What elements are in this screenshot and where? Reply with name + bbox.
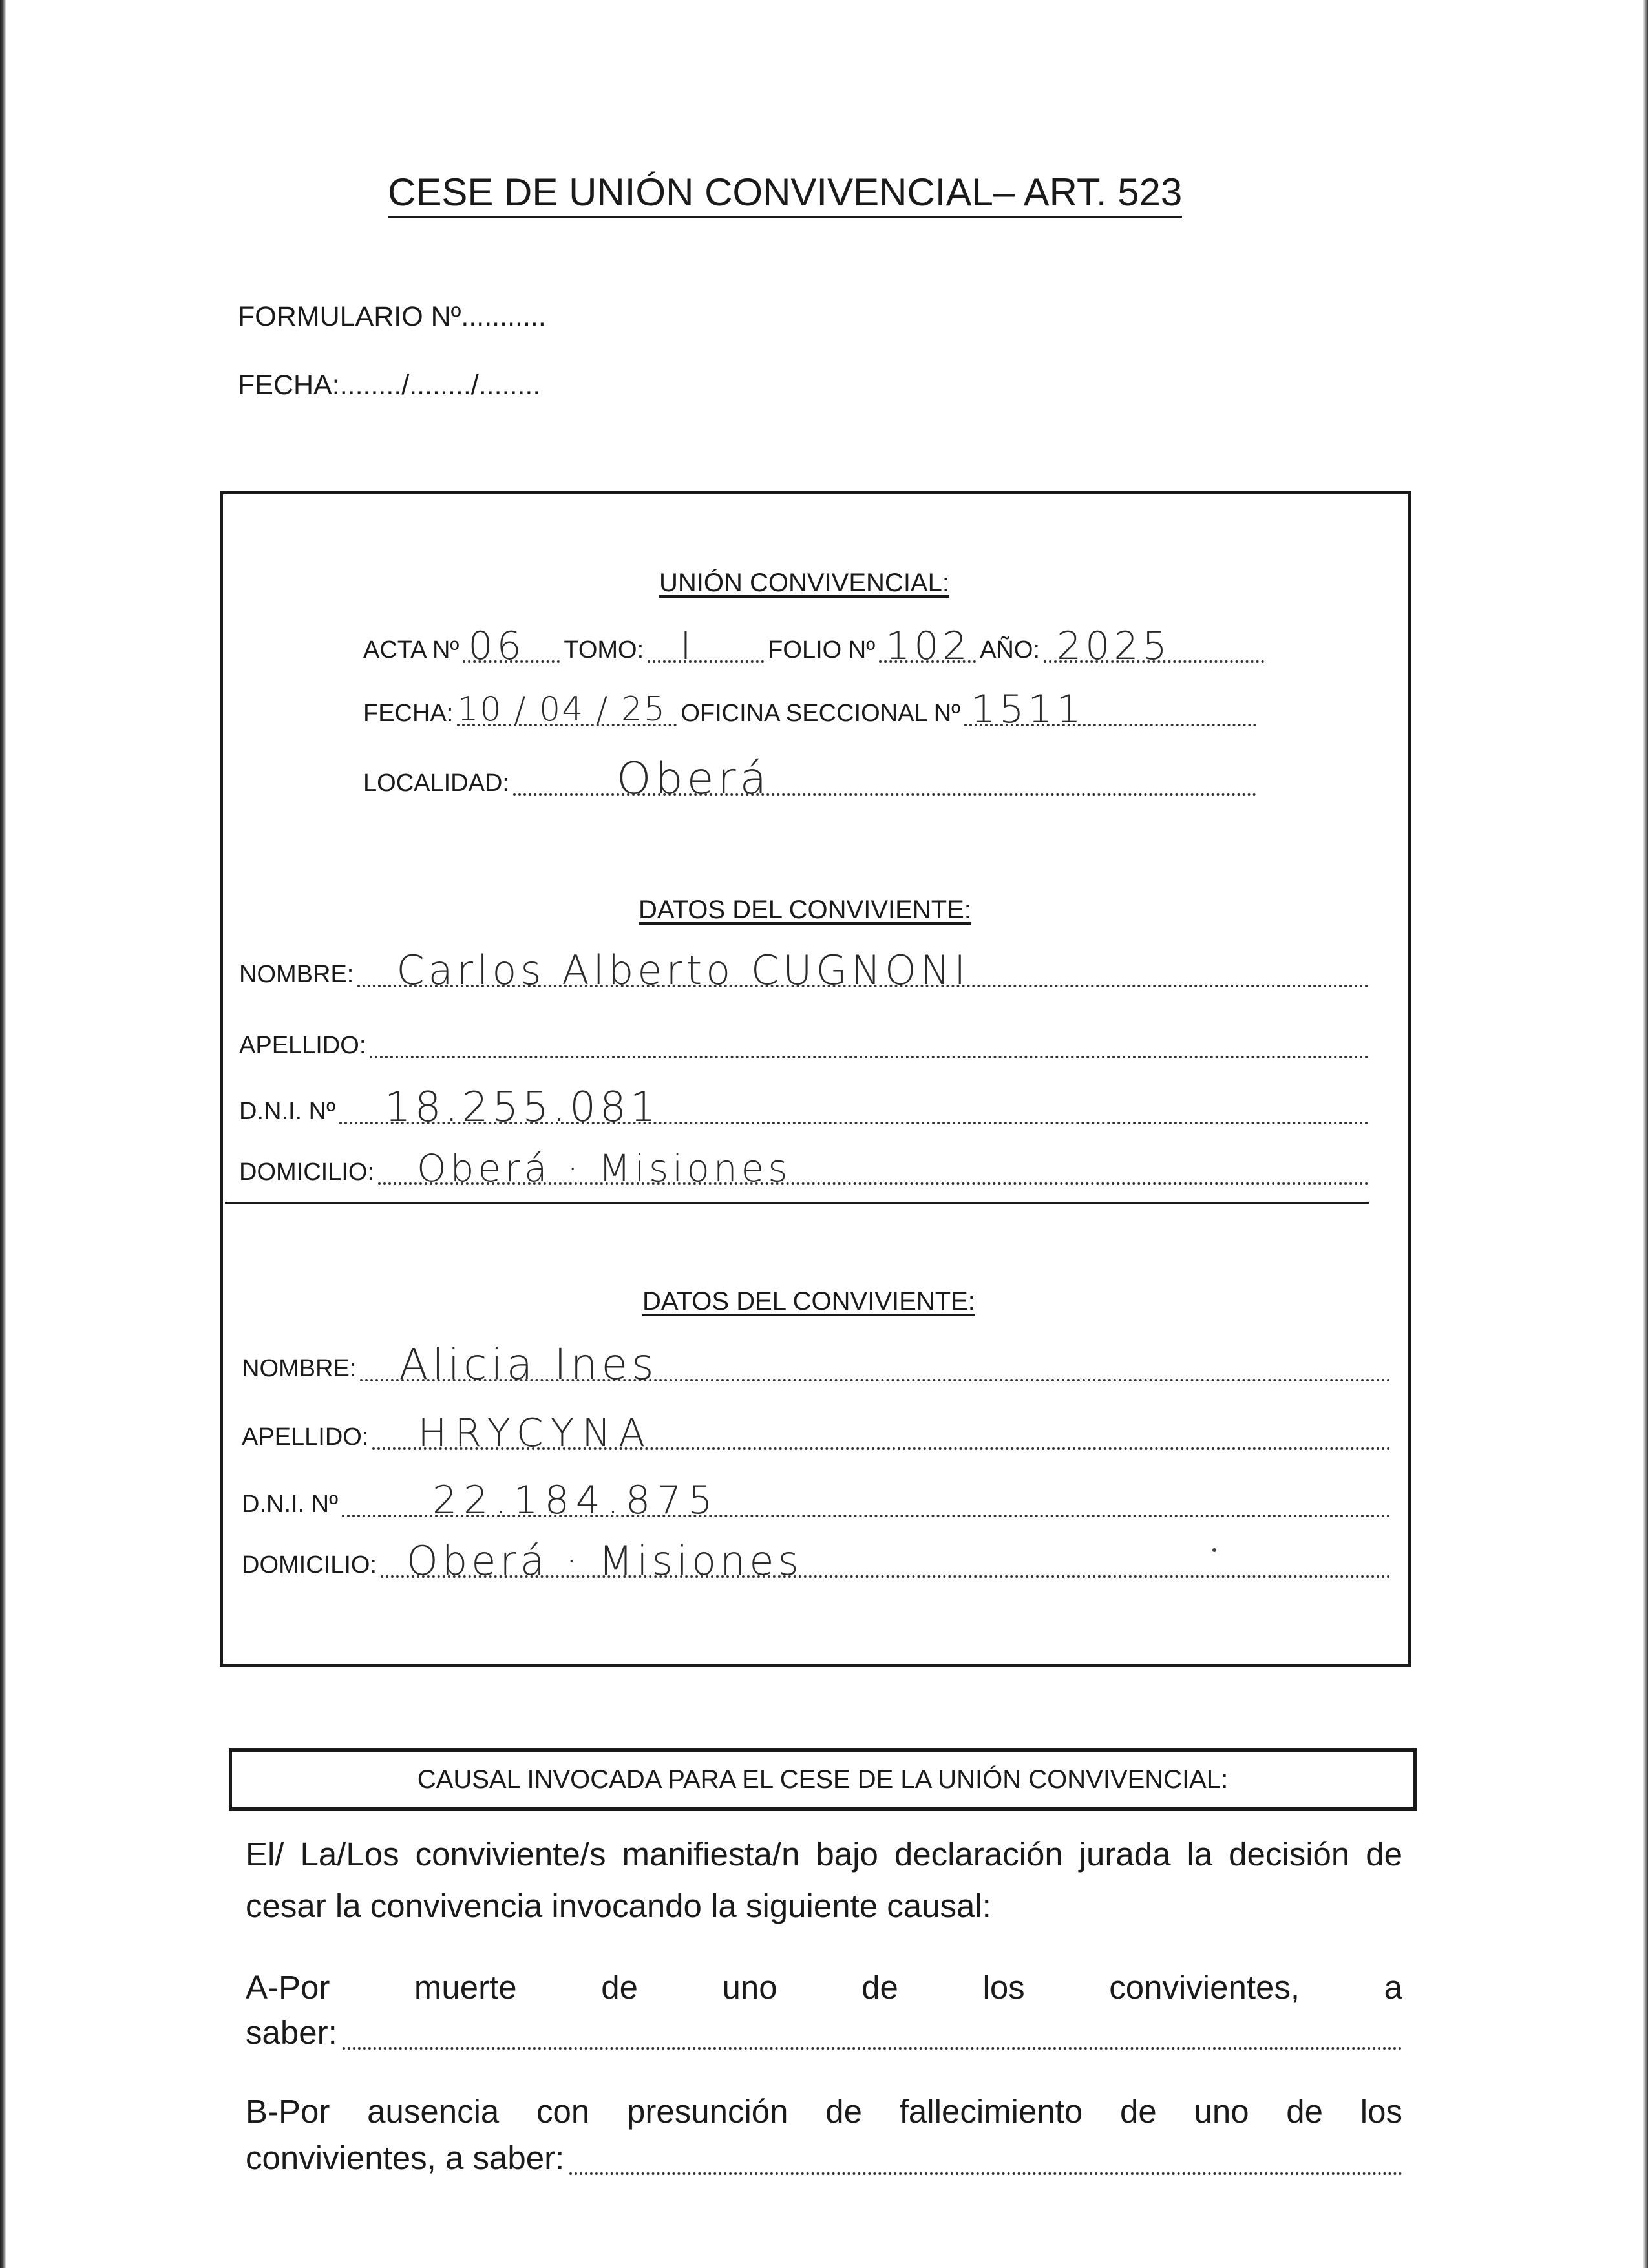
conviviente1-nombre-value: Carlos Alberto CUGNONI	[396, 947, 970, 994]
acta-label: ACTA Nº	[363, 636, 460, 664]
conviviente1-domicilio-field[interactable]	[378, 1146, 1369, 1190]
conviviente1-apellido-row	[239, 1027, 1373, 1064]
conviviente1-dni-field[interactable]	[339, 1084, 1369, 1131]
conviviente2-domicilio-row	[242, 1537, 1395, 1584]
option-a-line2	[246, 2007, 1402, 2059]
union-fecha-value: 10 / 04 / 25	[457, 690, 667, 729]
acta-row	[363, 624, 1268, 669]
anio-field[interactable]	[1044, 624, 1264, 669]
conviviente1-apellido-field[interactable]	[370, 1027, 1369, 1058]
conviviente2-domicilio-label: DOMICILIO:	[242, 1551, 377, 1579]
union-heading: UNIÓN CONVIVENCIAL:	[659, 569, 949, 597]
union-fecha-label: FECHA:	[363, 700, 454, 727]
fecha-blank[interactable]: ......../......../........	[339, 370, 541, 401]
formulario-line	[238, 301, 546, 333]
conviviente2-apellido-value: HRYCYNA	[417, 1411, 653, 1456]
anio-value: 2025	[1056, 624, 1171, 669]
fecha-label: FECHA:	[238, 370, 340, 401]
document-title: CESE DE UNIÓN CONVIVENCIAL– ART. 523	[388, 169, 1182, 218]
tomo-label: TOMO:	[564, 636, 644, 664]
conviviente1-domicilio-value: Oberá · Misiones	[417, 1146, 792, 1190]
fecha-line	[238, 370, 540, 401]
union-fecha-field[interactable]	[457, 690, 677, 729]
localidad-value: Oberá	[616, 753, 771, 804]
option-b-line1: B-Por ausencia con presunción de fallecimiento de uno de los	[246, 2093, 1402, 2130]
conviviente2-dni-row	[242, 1478, 1395, 1523]
option-b-line2	[246, 2132, 1402, 2184]
oficina-label: OFICINA SECCIONAL Nº	[681, 700, 961, 727]
acta-field[interactable]	[463, 624, 560, 669]
conviviente1-dni-label: D.N.I. Nº	[239, 1098, 335, 1125]
causal-intro: El/ La/Los conviviente/s manifiesta/n bajo declaración jurada la decisión de cesar la convivencia invocando la siguiente causal:	[246, 1836, 1402, 1924]
oficina-value: 1511	[971, 687, 1085, 732]
localidad-field[interactable]	[513, 753, 1256, 804]
option-a-saber-label: saber:	[246, 2014, 337, 2051]
conviviente2-domicilio-field[interactable]	[381, 1537, 1391, 1584]
causal-title-box: CAUSAL INVOCADA PARA EL CESE DE LA UNIÓN CONVIVENCIAL:	[229, 1748, 1417, 1811]
conviviente1-nombre-field[interactable]	[357, 947, 1369, 994]
conviviente1-dni-value: 18.255.081	[385, 1084, 660, 1131]
localidad-row	[363, 753, 1260, 804]
conviviente2-nombre-row	[242, 1339, 1395, 1389]
conviviente1-dni-row	[239, 1084, 1373, 1131]
scan-edge-left	[0, 0, 6, 2268]
acta-value: 06	[468, 624, 525, 669]
folio-label: FOLIO Nº	[768, 636, 876, 664]
formulario-label: FORMULARIO Nº	[238, 301, 461, 332]
option-a-line1: A-Por muerte de uno de los convivientes, a	[246, 1969, 1402, 2006]
conviviente2-heading: DATOS DEL CONVIVIENTE:	[642, 1287, 975, 1316]
conviviente2-dni-value: 22.184.875	[432, 1478, 719, 1523]
conviviente2-nombre-label: NOMBRE:	[242, 1355, 357, 1382]
conviviente1-nombre-label: NOMBRE:	[239, 961, 354, 988]
option-b-field[interactable]	[569, 2147, 1402, 2175]
conviviente1-domicilio-label: DOMICILIO:	[239, 1159, 375, 1186]
section-divider	[225, 1202, 1369, 1204]
conviviente2-dni-label: D.N.I. Nº	[242, 1491, 338, 1518]
scan-edge-right	[1643, 0, 1648, 2268]
oficina-field[interactable]	[964, 687, 1256, 732]
conviviente2-nombre-field[interactable]	[360, 1339, 1391, 1389]
conviviente1-domicilio-row	[239, 1146, 1373, 1190]
conviviente2-apellido-field[interactable]	[372, 1411, 1391, 1456]
option-b-saber-label: convivientes, a saber:	[246, 2139, 565, 2176]
fecha-oficina-row	[363, 687, 1260, 732]
localidad-label: LOCALIDAD:	[363, 770, 509, 797]
folio-field[interactable]	[879, 624, 976, 669]
conviviente2-dni-field[interactable]	[342, 1478, 1391, 1523]
tomo-field[interactable]	[648, 624, 764, 669]
conviviente2-nombre-value: Alicia Ines	[399, 1339, 658, 1389]
conviviente1-heading: DATOS DEL CONVIVIENTE:	[639, 896, 971, 924]
scan-speck	[1212, 1548, 1216, 1552]
conviviente2-domicilio-value: Oberá · Misiones	[407, 1537, 803, 1584]
conviviente1-nombre-row	[239, 947, 1373, 994]
conviviente1-apellido-label: APELLIDO:	[239, 1032, 366, 1059]
anio-label: AÑO:	[980, 636, 1040, 664]
folio-value: 102	[885, 624, 971, 669]
conviviente2-apellido-row	[242, 1411, 1395, 1456]
conviviente2-apellido-label: APELLIDO:	[242, 1423, 369, 1451]
tomo-value: I	[680, 624, 695, 669]
formulario-dots[interactable]: ...........	[461, 301, 546, 332]
option-a-field[interactable]	[343, 2021, 1402, 2050]
